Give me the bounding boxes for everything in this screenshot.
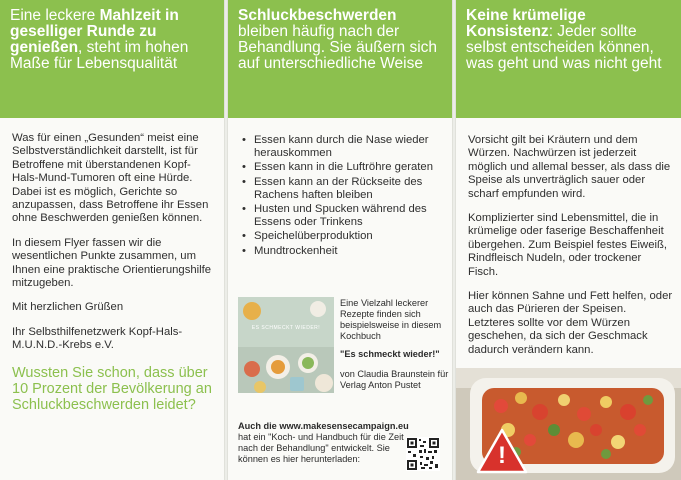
column-symptoms	[228, 0, 452, 480]
header-consistency	[456, 0, 681, 118]
signature: Ihr Selbsthilfenetzwerk Kopf-Hals-M.U.N.D.-Krebs e.V.	[12, 325, 183, 352]
cookbook-cover-image	[238, 297, 334, 393]
fact-question: Wussten Sie schon, dass über 10 Prozent der Bevölkerung an Schluckbeschwerden leidet?	[12, 364, 212, 413]
bullet-icon: •	[242, 203, 246, 216]
header-intro	[0, 0, 224, 118]
campaign-link[interactable]: Auch die www.makesensecampaign.eu	[238, 421, 409, 431]
consistency-paragraph: Komplizierter sind Lebensmittel, die in krümelige oder faserige Beschaffenheit übergehen. Zum Beispiel festes Eiweiß, Rindfleisch Nudeln, oder trockener Fisch.	[468, 212, 668, 278]
header-symptoms	[228, 0, 452, 118]
cookbook-caption	[340, 298, 450, 391]
campaign-note	[238, 421, 413, 465]
cookbook-title: "Es schmeckt wieder!"	[340, 349, 440, 359]
cookbook-description: Eine Vielzahl leckerer Rezepte finden sich beispielsweise in diesem Kochbuch	[340, 298, 442, 341]
header-consistency-bold: Keine krümelige Konsistenz	[466, 7, 586, 40]
consistency-paragraph: Vorsicht gilt bei Kräutern und dem Würzen. Nachwürzen ist jederzeit möglich und allemal besser, als dass die Speise als unverträglich sauer oder scharf empfunden wird.	[468, 134, 671, 200]
intro-body	[0, 118, 224, 413]
list-item-text: Mundtrockenheit	[254, 244, 338, 257]
header-symptoms-rest: bleiben häufig nach der Behandlung. Sie äußern sich auf unterschiedliche Weise	[238, 23, 438, 72]
list-item-text: Speichelüberproduktion	[254, 230, 373, 243]
symptom-list	[240, 134, 444, 258]
list-item	[242, 244, 444, 258]
column-consistency	[456, 0, 681, 480]
campaign-text: hat ein "Koch- und Handbuch für die Zeit nach der Behandlung" entwickelt. Sie können es hier herunterladen:	[238, 432, 404, 464]
bullet-icon: •	[242, 244, 246, 257]
header-intro-text: Eine leckere	[10, 7, 100, 24]
intro-paragraph: In diesem Flyer fassen wir die wesentlichen Punkte zusammen, um Ihnen eine praktische Orientierungshilfe mitzugeben.	[12, 236, 212, 290]
intro-paragraph: Was für einen „Gesunden“ meist eine Selbstverständlichkeit darstellt, ist für Betroffene mit überstandenen Kopf-Hals-Mund-Tumoren oft eine Hürde. Dabei ist es möglich, Gerichte so anzupassen, dass Betroffene ihr Essen ohne Beschwerden genießen können.	[12, 132, 209, 225]
bullet-icon: •	[242, 134, 246, 146]
cookbook-cover-title: ES SCHMECKT WIEDER!	[251, 325, 321, 331]
header-symptoms-bold: Schluckbeschwerden	[238, 7, 397, 24]
header-intro-bold: Mahlzeit in geselliger Runde zu genießen	[10, 7, 179, 56]
list-item	[242, 175, 444, 202]
list-item-text: Essen kann an der Rückseite des Rachens haften bleiben	[254, 175, 423, 201]
casserole-photo	[456, 368, 681, 480]
header-intro-rest: , steht im hohen Maße für Lebensqualität	[10, 39, 189, 72]
list-item	[242, 134, 444, 160]
list-item	[242, 161, 444, 174]
header-consistency-rest: : Jeder sollte selbst entscheiden können, was geht und was nicht geht	[466, 23, 662, 72]
cookbook-author: von Claudia Braunstein für Verlag Anton Pustet	[340, 369, 449, 390]
qr-code-icon[interactable]	[406, 437, 440, 471]
consistency-paragraph: Hier können Sahne und Fett helfen, oder auch das Pürieren der Speisen. Letzteres sollte vor dem Würzen geschehen, da sich der Geschmack dadurch verändern kann.	[468, 290, 673, 356]
bullet-icon: •	[242, 175, 246, 188]
symptoms-body	[228, 118, 452, 258]
list-item	[242, 230, 444, 243]
greeting: Mit herzlichen Grüßen	[12, 301, 124, 314]
bullet-icon: •	[242, 230, 246, 243]
list-item-text: Essen kann in die Luftröhre geraten	[254, 161, 433, 174]
bullet-icon: •	[242, 161, 246, 174]
list-item	[242, 203, 444, 229]
warning-mark: !	[498, 442, 506, 469]
list-item-text: Essen kann durch die Nase wieder herauskommen	[254, 134, 429, 160]
cookbook-cover-illustration	[238, 297, 334, 393]
consistency-body	[456, 118, 681, 357]
list-item-text: Husten und Spucken während des Essens oder Trinkens	[254, 203, 427, 229]
column-intro	[0, 0, 224, 480]
